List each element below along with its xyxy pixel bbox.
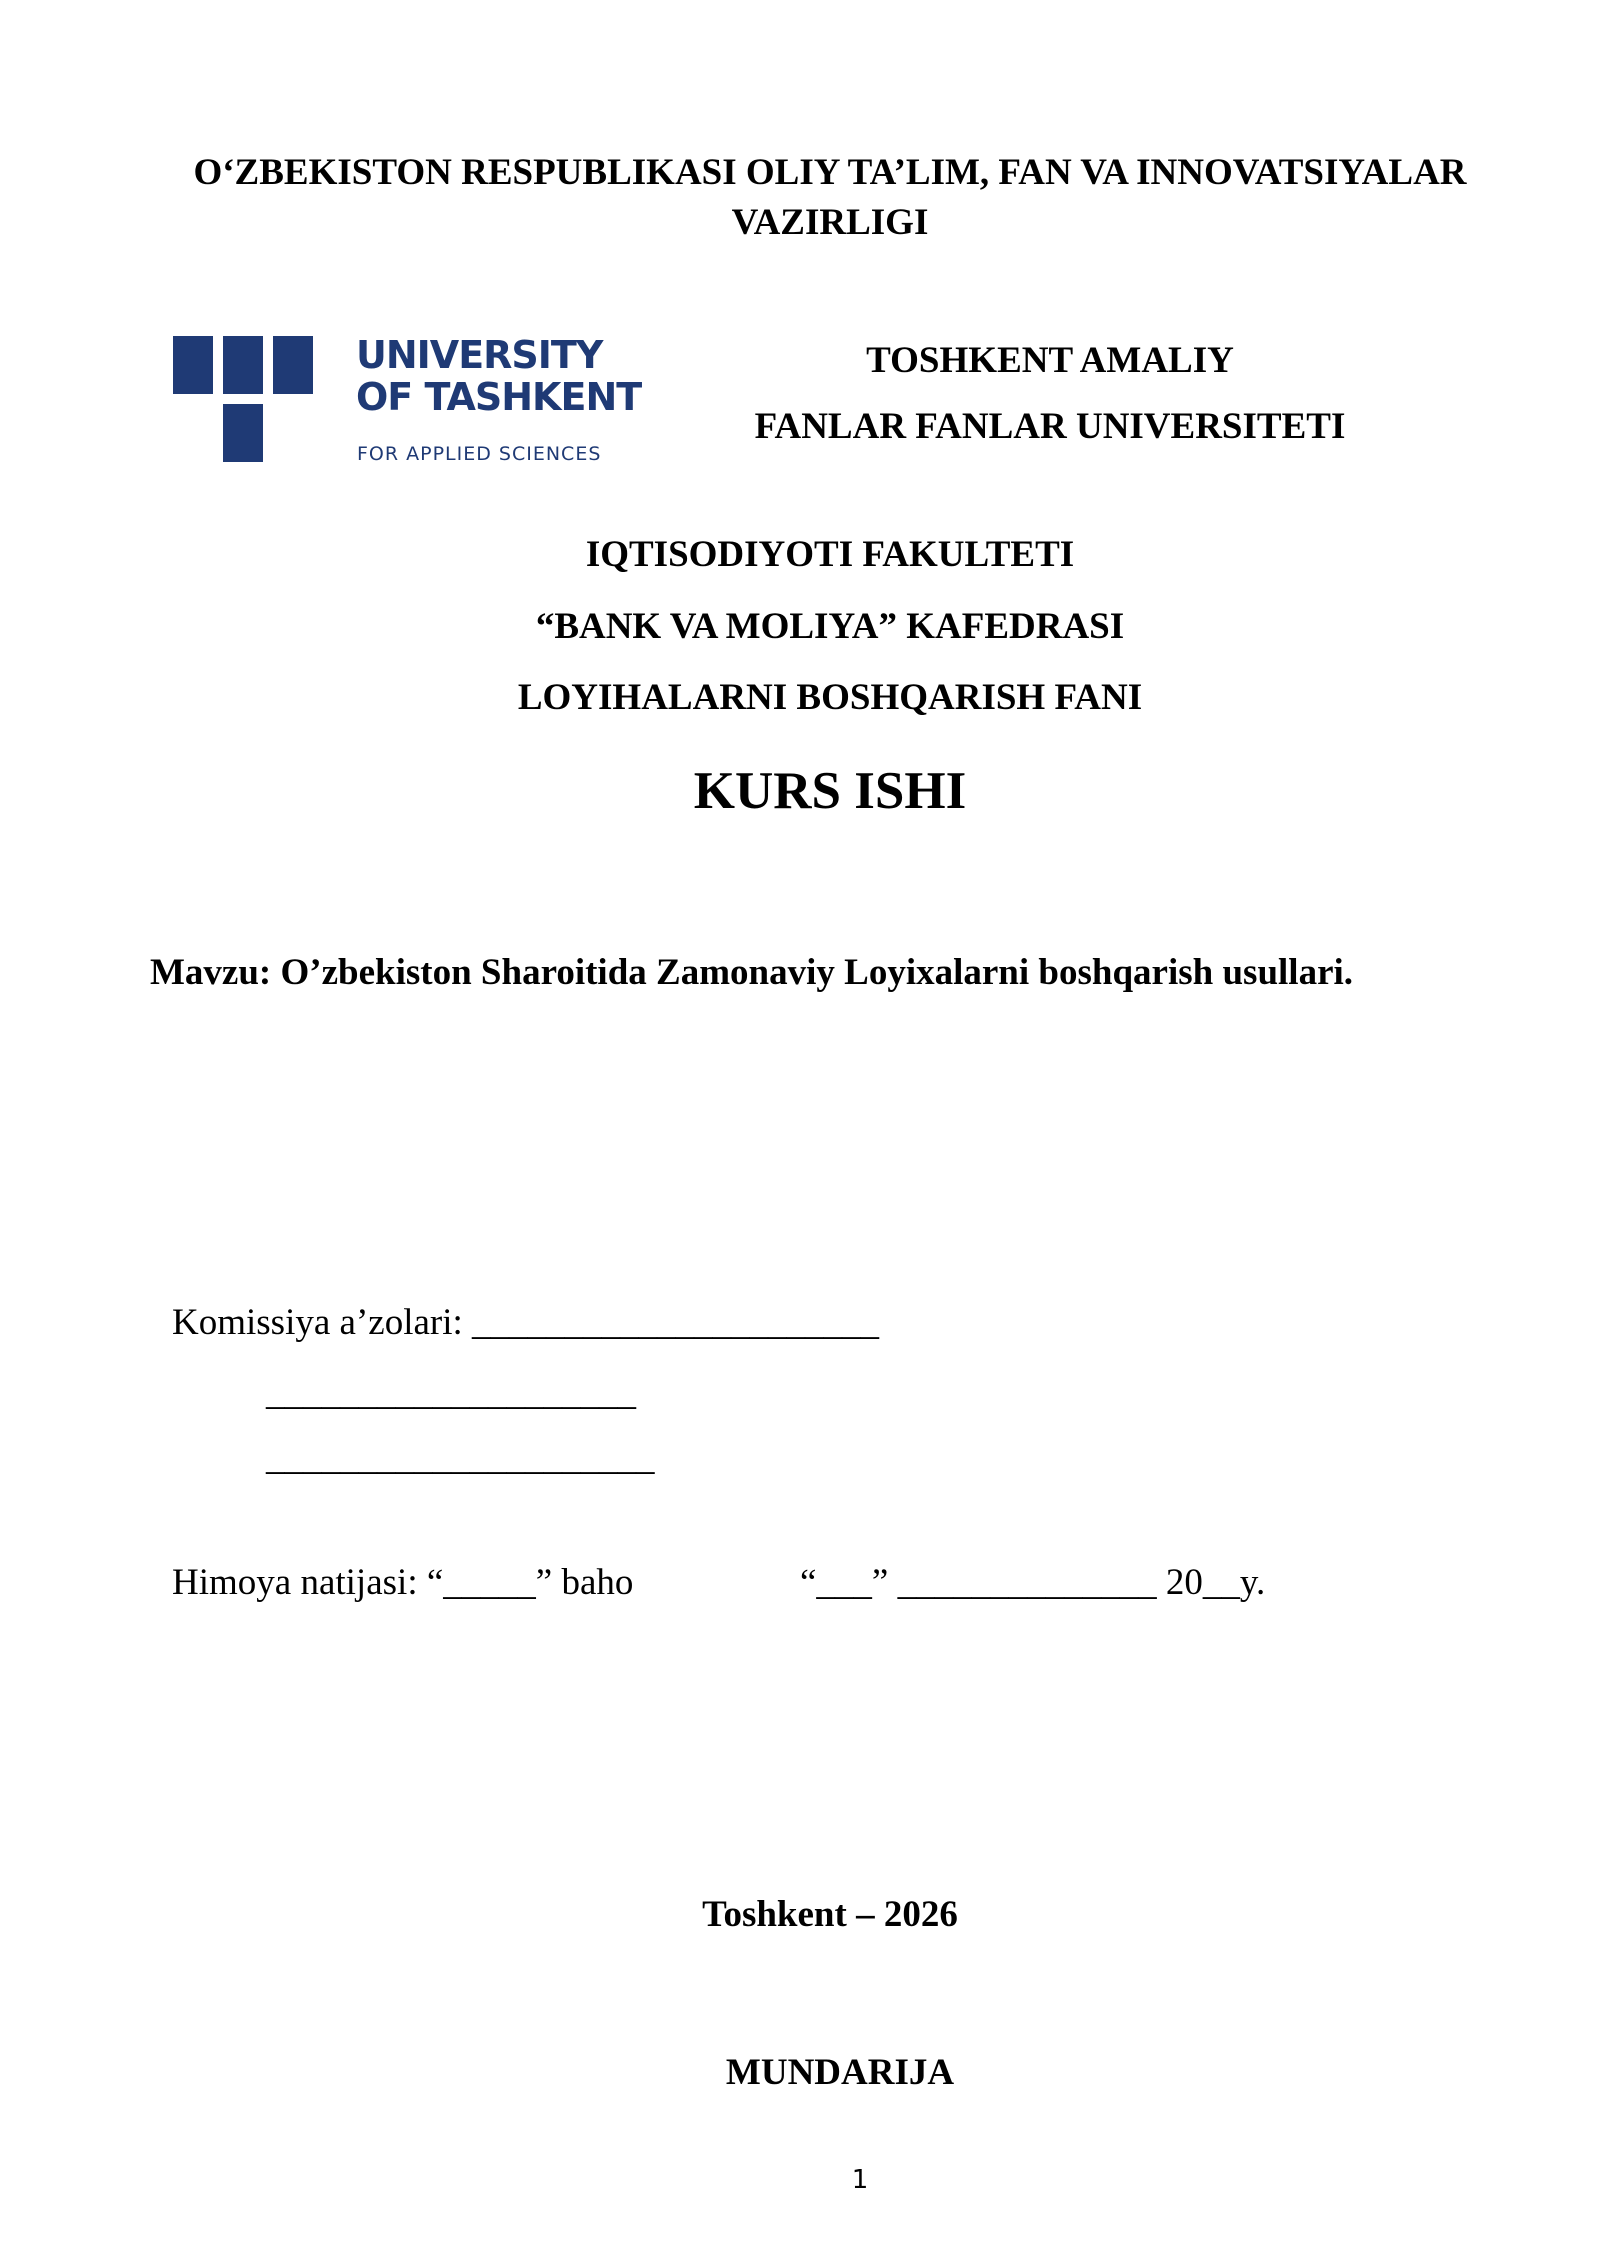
logo-word-of-tashkent: OF TASHKENT	[356, 375, 642, 419]
page-number: 1	[851, 2165, 869, 2195]
contents-heading: MUNDARIJA	[725, 2052, 955, 2093]
city-year: Toshkent – 2026	[702, 1894, 958, 1935]
ministry-heading	[150, 148, 1510, 248]
ministry-line-2: VAZIRLIGI	[731, 202, 929, 243]
logo-square-4	[223, 404, 263, 462]
logo-square-1	[173, 336, 213, 394]
university-logo	[173, 333, 642, 468]
department-heading: “BANK VA MOLIYA” KAFEDRASI	[535, 606, 1125, 647]
university-name-line-2: FANLAR FANLAR UNIVERSITETI	[754, 406, 1346, 447]
faculty-heading: IQTISODIYOTI FAKULTETI	[585, 534, 1075, 575]
university-name-line-1: TOSHKENT AMALIY	[866, 340, 1234, 381]
commission-blank-line-3: _____________________	[266, 1437, 655, 1478]
logo-square-3	[273, 336, 313, 394]
commission-members-line: Komissiya a’zolari: ______________________	[172, 1302, 880, 1343]
date-line: “___” ______________ 20__y.	[800, 1562, 1266, 1603]
commission-blank-line-2: ____________________	[266, 1372, 636, 1413]
logo-square-2	[223, 336, 263, 394]
logo-word-university: UNIVERSITY	[356, 333, 603, 377]
ministry-line-1: O‘ZBEKISTON RESPUBLIKASI OLIY TA’LIM, FAN VA INNOVATSIYALAR	[193, 152, 1467, 193]
defense-result-line: Himoya natijasi: “_____” baho	[172, 1562, 634, 1603]
subject-heading: LOYIHALARNI BOSHQARISH FANI	[517, 677, 1143, 718]
topic-line: Mavzu: O’zbekiston Sharoitida Zamonaviy Loyixalarni boshqarish usullari.	[150, 952, 1354, 993]
logo-tagline: FOR APPLIED SCIENCES	[357, 443, 602, 465]
work-type-title: KURS ISHI	[693, 762, 967, 820]
